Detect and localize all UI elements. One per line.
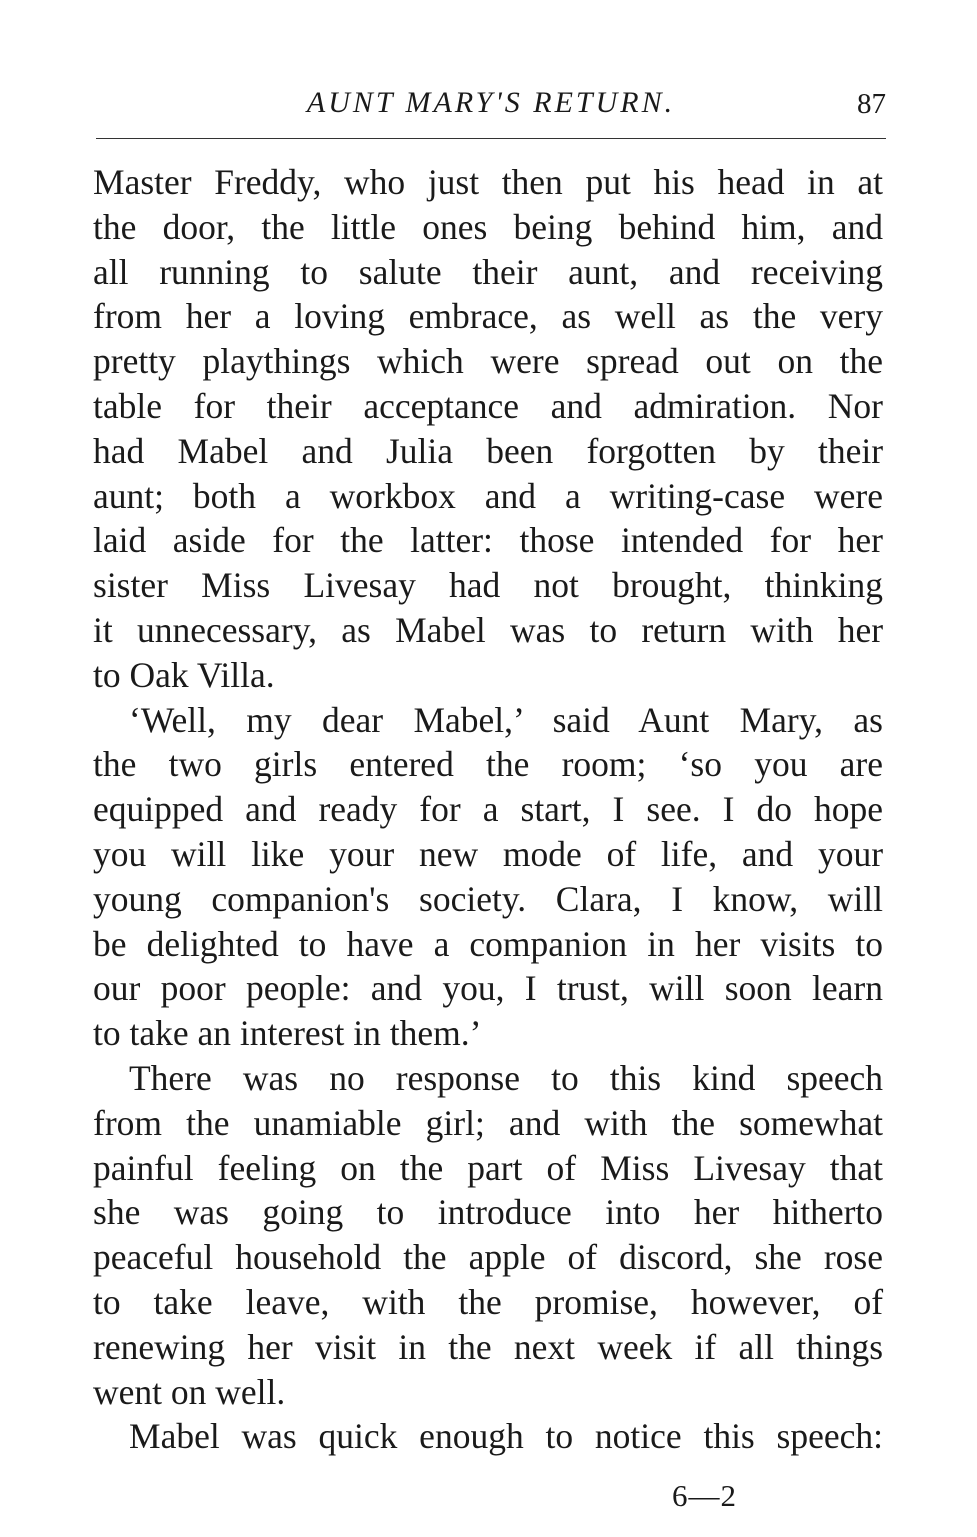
text-line: peaceful household the apple of discord, she rose — [93, 1237, 883, 1278]
text-line: painful feeling on the part of Miss Livesay that — [93, 1147, 884, 1188]
text-line: from her a loving embrace, as well as the very — [93, 296, 883, 337]
signature-mark: 6—2 — [672, 1478, 737, 1513]
text-line: pretty playthings which were spread out on the — [93, 341, 883, 382]
text-line: it unnecessary, as Mabel was to return with her — [93, 609, 884, 650]
text-line: had Mabel and Julia been forgotten by their — [93, 430, 884, 471]
header-rule — [96, 138, 886, 139]
text-line: the two girls entered the room; ‘so you are — [93, 744, 883, 785]
paragraph-3 — [93, 1056, 883, 1414]
text-line: to Oak Villa. — [93, 654, 275, 695]
text-line: There was no response to this kind speech — [129, 1057, 884, 1098]
text-line: ‘Well, my dear Mabel,’ said Aunt Mary, as — [129, 699, 884, 740]
text-line: she was going to introduce into her hitherto — [93, 1192, 884, 1233]
text-line: from the unamiable girl; and with the somewhat — [93, 1102, 884, 1143]
paragraph-2 — [93, 698, 883, 1056]
text-line: be delighted to have a companion in her visits to — [93, 923, 884, 964]
text-line: to take an interest in them.’ — [93, 1013, 482, 1054]
text-line: equipped and ready for a start, I see. I do hope — [93, 789, 883, 830]
paragraph-1 — [93, 160, 883, 698]
running-title: AUNT MARY'S RETURN. — [306, 86, 676, 119]
text-line: young companion's society. Clara, I know, will — [93, 878, 884, 919]
body-text — [93, 160, 883, 1459]
text-line: Mabel was quick enough to notice this speech: — [129, 1416, 884, 1457]
text-line: all running to salute their aunt, and receiving — [93, 251, 883, 292]
text-line: to take leave, with the promise, however, of — [93, 1281, 884, 1322]
text-line: table for their acceptance and admiration. Nor — [93, 385, 883, 426]
text-line: aunt; both a workbox and a writing-case were — [93, 475, 883, 516]
text-line: sister Miss Livesay had not brought, thinking — [93, 565, 883, 606]
page-number: 87 — [857, 88, 886, 120]
text-line: went on well. — [93, 1371, 286, 1412]
text-line: laid aside for the latter: those intended for her — [93, 520, 883, 561]
text-line: renewing her visit in the next week if all things — [93, 1326, 884, 1367]
paragraph-4 — [93, 1414, 883, 1459]
text-line: you will like your new mode of life, and your — [93, 833, 884, 874]
text-line: the door, the little ones being behind him, and — [93, 206, 883, 247]
running-head — [96, 86, 886, 126]
text-line: our poor people: and you, I trust, will soon learn — [93, 968, 883, 1009]
text-line: Master Freddy, who just then put his head in at — [93, 162, 884, 202]
